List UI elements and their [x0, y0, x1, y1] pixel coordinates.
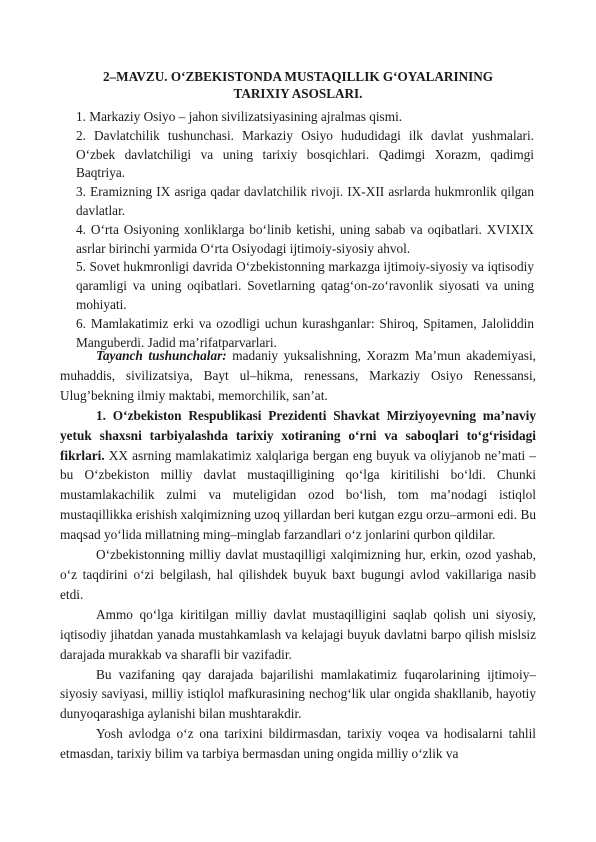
lesson-plan-list — [76, 108, 534, 352]
keywords-label: Tayanch tushunchalar: — [96, 348, 227, 363]
plan-item-3: 3. Eramizning IX asriga qadar davlatchilik rivoji. IX-XII asrlarda hukmronlik qilgan davlatlar. — [76, 184, 534, 218]
keywords-text: madaniy yuksalishning, Xorazm Ma’mun akademiyasi, muhaddis, sivilizatsiya, Bayt ul–hikma, renessans, Markaziy Osiyo Renessansi, Ulug’bekning ilmiy maktabi, memorchilik, san’at. — [60, 348, 536, 403]
keywords-paragraph — [60, 346, 536, 406]
title-line-1: 2–MAVZU. O‘ZBEKISTONDA MUSTAQILLIK G‘OYALARINING — [102, 69, 494, 84]
plan-item-2: 2. Davlatchilik tushunchasi. Markaziy Osiyo hududidagi ilk davlat yushmalari. O‘zbek davlatchiligi va uning tarixiy bosqichlari. Qadimgi Xorazm, qadimgi Baqtriya. — [76, 127, 534, 181]
body-paragraph: Bu vazifaning qay darajada bajarilishi mamlakatimiz fuqarolarining ijtimoiy–siyosiy saviyasi, milliy istiqlol mafkurasining nechog‘lik ular ongida shakllanib, hayotiy dunyoqarashiga aylanishi bilan mushtarakdir. — [60, 666, 536, 722]
document-body — [60, 346, 536, 764]
body-paragraph: O‘zbekistonning milliy davlat mustaqilligi xalqimizning hur, erkin, ozod yashab, o‘z taqdirini o‘zi belgilash, hal qilishdek buyuk baxt bugungi avlod vakillariga nasib etdi. — [60, 547, 536, 602]
plan-item-6: 6. Mamlakatimiz erki va ozodligi uchun kurashganlar: Shiroq, Spitamen, Jaloliddin Manguberdi. Jadid ma’rifatparvarlari. — [76, 315, 534, 350]
section-1-paragraph — [60, 406, 536, 545]
plan-item-5: 5. Sovet hukmronligi davrida O‘zbekistonning markazga ijtimoiy-siyosiy va iqtisodiy qaramligi va uning oqibatlari. Sovetlarning qatag‘on-zo‘ravonlik siyosati va uning mohiyati. — [76, 259, 534, 312]
plan-item-1: 1. Markaziy Osiyo – jahon sivilizatsiyasining ajralmas qismi. — [76, 109, 403, 124]
title-line-2: TARIXIY ASOSLARI. — [233, 86, 363, 101]
page-title — [60, 68, 536, 102]
body-paragraph: Yosh avlodga o‘z ona tarixini bildirmasdan, tarixiy voqea va hodisalarni tahlil etmasdan, tarixiy bilim va tarbiya bermasdan uning ongida milliy o‘zlik va — [60, 726, 536, 762]
plan-item-4: 4. O‘rta Osiyoning xonliklarga bo‘linib ketishi, uning sabab va oqibatlari. XVIXIX asrlar birinchi yarmida O‘rta Osiyodagi ijtimoiy-siyosiy ahvol. — [76, 221, 534, 256]
body-paragraph: Ammo qo‘lga kiritilgan milliy davlat mustaqilligini saqlab qolish uni siyosiy, iqtisodiy jihatdan yanada mustahkamlash va kelajagi buyuk davlatni barpo qilish mislsiz darajada murakkab va sharafli bir vazifadir. — [60, 606, 536, 662]
section-1-text: XX asrning mamlakatimiz xalqlariga bergan eng buyuk va oliyjanob ne’mati – bu O‘zbekiston milliy davlat mustaqilligining qo‘lga kiritilishi bo‘ldi. Chunki mustamlakachilik zulmi va muteligidan ozod bo‘lish, tom ma’nodagi istiqlol mustaqillikka erishish xalqimizning uzoq yillardan beri kutgan ezgu orzu–armoni edi. Bu maqsad yo‘lida millatning ming–minglab farzandlari o‘z jonlarini qurbon qildilar. — [60, 447, 536, 543]
section-1-heading: 1. O‘zbekiston Respublikasi Prezidenti Shavkat Mirziyoyevning ma’naviy yetuk shaxsni tarbiyalashda tarixiy xotiraning o‘rni va saboqlari to‘g‘risidagi fikrlari. — [60, 407, 536, 463]
